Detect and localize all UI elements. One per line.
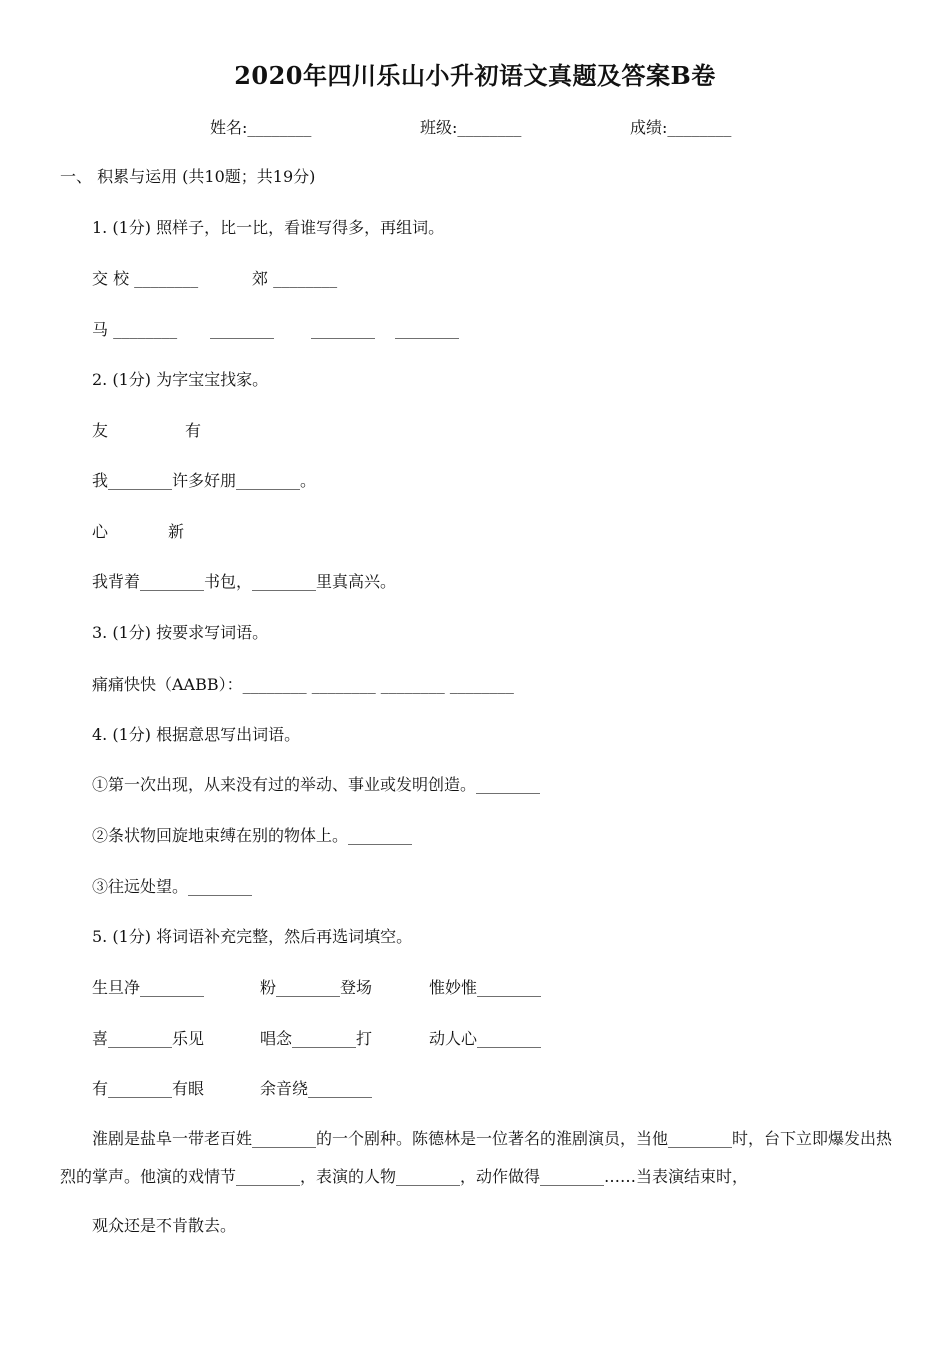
q1-row1-a: 交 校 ________ (92, 269, 199, 288)
q5-r3-b: 余音绕________ (260, 1079, 373, 1098)
q1-row2-a: 马 ________ (92, 320, 178, 339)
question-5-stem: 5. (1分) 将词语补充完整，然后再选词填空。 (92, 927, 413, 946)
class-field: 班级:________ (420, 118, 522, 137)
q5-r2-b: 唱念________打 (260, 1029, 373, 1048)
q5-r1-c: 惟妙惟________ (429, 978, 542, 997)
name-field: 姓名:________ (210, 118, 312, 137)
q2-sentence-2: 我背着________书包，________里真高兴。 (92, 572, 397, 591)
q2-char-xin2: 新 (168, 522, 185, 541)
q4-item-3: ③往远处望。________ (92, 877, 253, 896)
q5-paragraph (60, 1120, 898, 1196)
q1-row1-b: 郊 ________ (252, 269, 338, 288)
section-heading: 一、 积累与运用 (共10题；共19分) (60, 167, 316, 186)
q2-char-you2: 有 (185, 421, 202, 440)
q5-r2-c: 动人心________ (429, 1029, 542, 1048)
question-1-stem: 1. (1分) 照样子，比一比，看谁写得多，再组词。 (92, 218, 445, 237)
question-3-stem: 3. (1分) 按要求写词语。 (92, 623, 269, 642)
q2-char-xin1: 心 (92, 522, 109, 541)
q5-r3-a: 有________有眼 (92, 1079, 205, 1098)
q5-paragraph-end: 观众还是不肯散去。 (92, 1216, 237, 1235)
q2-char-you1: 友 (92, 421, 109, 440)
q4-item-2: ②条状物回旋地束缚在别的物体上。________ (92, 826, 413, 845)
q5-r1-a: 生旦净________ (92, 978, 205, 997)
q5-paragraph-text: 淮剧是盐阜一带老百姓________的一个剧种。陈德林是一位著名的淮剧演员，当他________时，台下立即爆发出热烈的掌声。他演的戏情节________，表演的人物________，动作做得________……当表演结束时， (60, 1129, 893, 1186)
q3-line: 痛痛快快（AABB）：________ ________ ________ ________ (92, 675, 514, 694)
page-title: 2020年四川乐山小升初语文真题及答案B卷 (234, 61, 716, 90)
score-field: 成绩:________ (630, 118, 732, 137)
question-4-stem: 4. (1分) 根据意思写出词语。 (92, 725, 301, 744)
q4-item-1: ①第一次出现，从来没有过的举动、事业或发明创造。________ (92, 775, 541, 794)
q1-row2-d: ________ (395, 320, 459, 339)
q1-row2-b: ________ (210, 320, 274, 339)
q2-sentence-1: 我________许多好朋________。 (92, 471, 317, 490)
q5-r2-a: 喜________乐见 (92, 1029, 205, 1048)
q5-r1-b: 粉________登场 (260, 978, 373, 997)
question-2-stem: 2. (1分) 为字宝宝找家。 (92, 370, 269, 389)
q1-row2-c: ________ (311, 320, 375, 339)
